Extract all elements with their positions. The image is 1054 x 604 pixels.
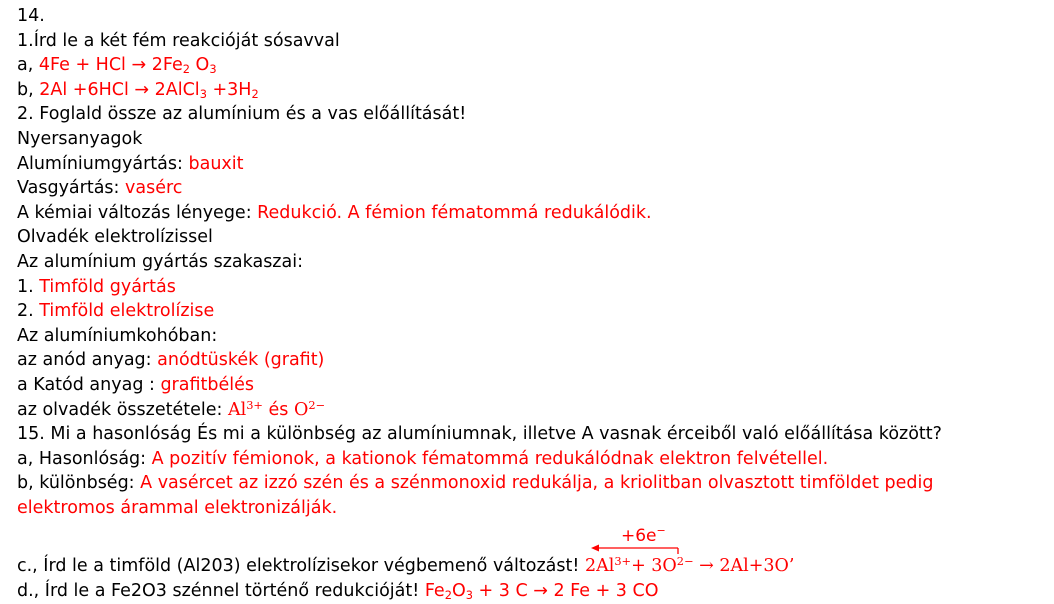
q15-c-p2: + 3O <box>631 556 677 577</box>
melt-o-charge: 2− <box>308 397 326 412</box>
q15-b-answer-line1: A vasércet az izzó szén és a szénmonoxid redukálja, a kriolitban olvasztott timföldet pedig <box>140 473 934 494</box>
reaction-arrow: → <box>693 556 720 577</box>
stage-1-answer: Timföld gyártás <box>39 276 176 297</box>
q15-d-answer <box>425 581 659 601</box>
reaction-arrow: → <box>134 79 150 100</box>
q15-c-p3: 2Al+3O’ <box>719 556 795 577</box>
essence-answer: Redukció. A fémion fématommá redukálódik. <box>257 202 652 223</box>
exercise-number-text: 14. <box>17 6 45 26</box>
q15-d-question: d., Írd le a Fe2O3 szénnel történő redukcióját! <box>17 581 425 602</box>
worksheet-document <box>17 4 1047 604</box>
q1-b-p1: 2AlCl <box>149 79 200 100</box>
essence-row <box>17 201 1047 226</box>
stage-2-row <box>17 299 1047 324</box>
melt-and: és <box>262 399 294 420</box>
q15-c-question: c., Írd le a timföld (Al203) elektrolízisekor végbemenő változást! <box>17 556 585 577</box>
stage-1-row <box>17 275 1047 300</box>
q1-a-lhs: 4Fe + HCl <box>38 55 132 76</box>
anode-label: az anód anyag: <box>17 350 158 371</box>
electron-charge: − <box>656 524 666 538</box>
electrolysis-text: Olvadék elektrolízissel <box>17 227 213 248</box>
melt-answer <box>227 397 326 420</box>
q15-d-p2: O <box>451 581 466 602</box>
stage-1-number: 1. <box>17 276 40 297</box>
raw-materials-heading-text: Nyersanyagok <box>17 128 143 149</box>
q1-a-rhs-mid: O <box>189 55 210 76</box>
raw-materials-heading <box>17 127 1047 152</box>
q15-b-row-cont <box>17 496 1047 521</box>
q15-b-answer-line2: elektromos árammal elektronizálják. <box>17 497 338 518</box>
q15-b-row <box>17 471 1047 496</box>
q1-b-p2: +3H <box>206 79 252 100</box>
q15-c-answer <box>585 556 794 576</box>
electron-count-text: +6e <box>621 526 657 547</box>
essence-label: A kémiai változás lényege: <box>17 202 258 223</box>
kiln-heading-text: Az alumíniumkohóban: <box>17 325 218 346</box>
q1-b-sub1: 3 <box>199 86 207 101</box>
q2-question <box>17 102 1047 127</box>
stages-heading-text: Az alumínium gyártás szakaszai: <box>17 251 303 272</box>
electrolysis-line <box>17 225 1047 250</box>
melt-al-ion: Al <box>227 399 247 420</box>
electron-transfer-annotation <box>17 520 1047 554</box>
anode-row <box>17 348 1047 373</box>
q1-b-equation <box>39 80 258 100</box>
q15-question-text: 15. Mi a hasonlóság És mi a különbség az alumíniumnak, illetve A vasnak érceiből való előállítása között? <box>17 424 942 445</box>
q15-b-label: b, különbség: <box>17 473 141 494</box>
q1-b-sub2: 2 <box>251 86 259 101</box>
q1-a-equation <box>39 55 217 75</box>
q15-d-s1: 2 <box>444 587 452 602</box>
fe-production-label: Vasgyártás: <box>17 178 125 199</box>
q15-c-s2: 2− <box>676 554 694 569</box>
q15-a-row <box>17 447 1047 472</box>
exercise-number <box>17 4 1047 29</box>
fe-production-answer: vasérc <box>125 178 183 199</box>
q2-question-text: 2. Foglald össze az alumínium és a vas előállítását! <box>17 104 467 125</box>
q15-d-row <box>17 579 1047 604</box>
fe-production-row <box>17 176 1047 201</box>
q15-c-s1: 3+ <box>614 554 632 569</box>
q15-d-p3: + 3 C → 2 Fe + 3 CO <box>472 581 659 602</box>
q1-a-sub2: 3 <box>209 62 217 77</box>
q15-c-row <box>17 554 1047 579</box>
anode-answer: anódtüskék (grafit) <box>157 350 325 371</box>
electron-arrowhead-icon <box>591 545 599 552</box>
reaction-arrow: → <box>131 55 147 76</box>
q15-d-p1: Fe <box>424 581 445 602</box>
q1-a-rhs-pre: 2Fe <box>146 55 183 76</box>
cathode-answer: grafitbélés <box>160 374 254 395</box>
al-production-answer: bauxit <box>188 153 244 174</box>
stage-2-answer: Timföld elektrolízise <box>39 301 215 322</box>
q15-d-s2: 3 <box>465 587 473 602</box>
melt-row <box>17 398 1047 423</box>
q1-b-label: b, <box>17 79 34 100</box>
stages-heading <box>17 250 1047 275</box>
q15-question <box>17 422 1047 447</box>
electron-count-label <box>621 524 666 546</box>
al-production-row <box>17 152 1047 177</box>
q15-a-answer: A pozitív fémionok, a kationok fématommá redukálódnak elektron felvétellel. <box>151 448 829 469</box>
q1-answer-a <box>17 53 1047 78</box>
q1-answer-b <box>17 78 1047 103</box>
melt-al-charge: 3+ <box>246 397 263 412</box>
q15-a-label: a, Hasonlóság: <box>17 448 152 469</box>
al-production-label: Alumíniumgyártás: <box>17 153 189 174</box>
stage-2-number: 2. <box>17 301 40 322</box>
q1-a-label: a, <box>17 55 34 76</box>
cathode-label: a Katód anyag : <box>17 374 161 395</box>
q1-question <box>17 29 1047 54</box>
kiln-heading <box>17 324 1047 349</box>
electron-transfer-row <box>17 520 1047 554</box>
melt-label: az olvadék összetétele: <box>17 399 228 420</box>
q1-question-text: 1.Írd le a két fém reakcióját sósavval <box>17 30 340 51</box>
q15-c-p1: 2Al <box>584 556 615 577</box>
cathode-row <box>17 373 1047 398</box>
q1-a-sub1: 2 <box>182 62 190 77</box>
q1-b-lhs: 2Al +6HCl <box>39 79 135 100</box>
melt-o-ion: O <box>293 399 309 420</box>
